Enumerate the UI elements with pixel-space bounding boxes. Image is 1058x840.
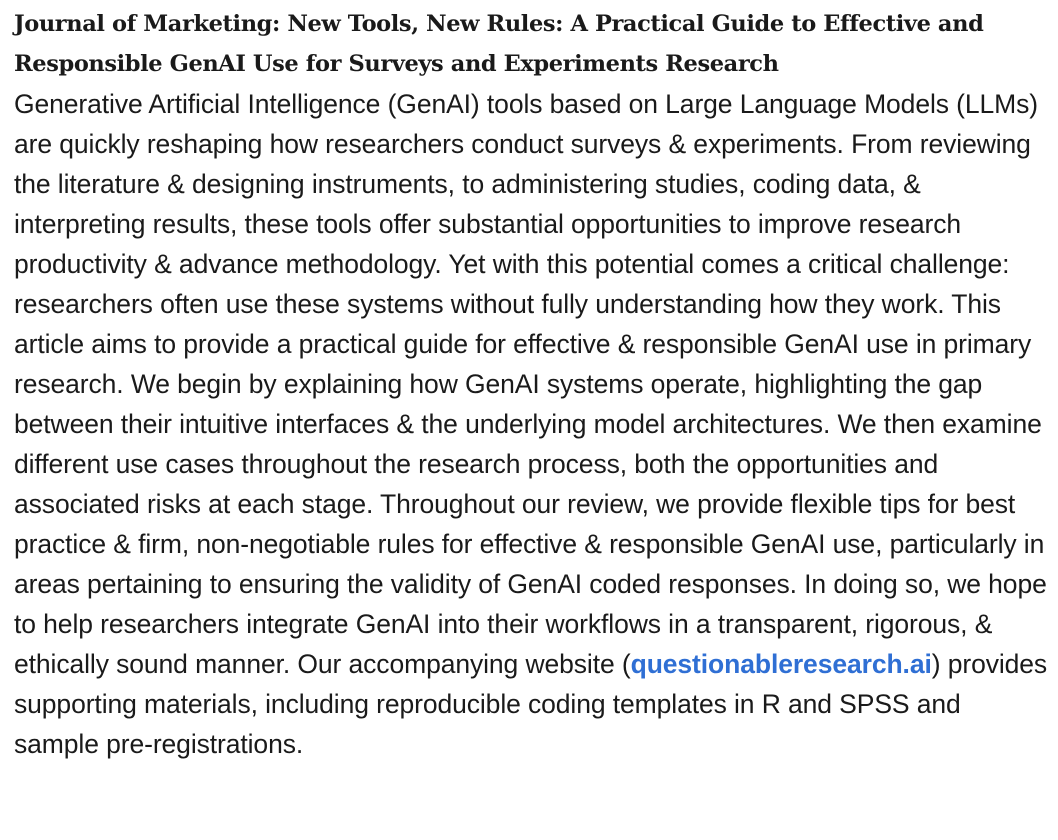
article-title: Journal of Marketing: New Tools, New Rules: A Practical Guide to Effective and Responsible GenAI Use for Surveys and Experiments Research xyxy=(14,11,984,77)
abstract-text-after-link: ) provides supporting materials, including reproducible coding templates in R and SPSS and sample pre-registrations. xyxy=(14,649,1048,759)
abstract-text-before-link: Generative Artificial Intelligence (GenAI) tools based on Large Language Models (LLMs) are quickly reshaping how researchers conduct surveys & experiments. From reviewing the literature & designing instruments, to administering studies, coding data, & interpreting results, these tools offer substantial opportunities to improve research productivity & advance methodology. Yet with this potential comes a critical challenge: researchers often use these systems without fully understanding how they work. This article aims to provide a practical guide for effective & responsible GenAI use in primary research. We begin by explaining how GenAI systems operate, highlighting the gap between their intuitive interfaces & the underlying model architectures. We then examine different use cases throughout the research process, both the opportunities and associated risks at each stage. Throughout our review, we provide flexible tips for best practice & firm, non-negotiable rules for effective & responsible GenAI use, particularly in areas pertaining to ensuring the validity of GenAI coded responses. In doing so, we hope to help researchers integrate GenAI into their workflows in a transparent, rigorous, & ethically sound manner. Our accompanying website ( xyxy=(14,89,1047,679)
website-link[interactable]: questionableresearch.ai xyxy=(630,649,932,679)
article-abstract xyxy=(14,84,1050,764)
post-body xyxy=(14,4,1050,764)
